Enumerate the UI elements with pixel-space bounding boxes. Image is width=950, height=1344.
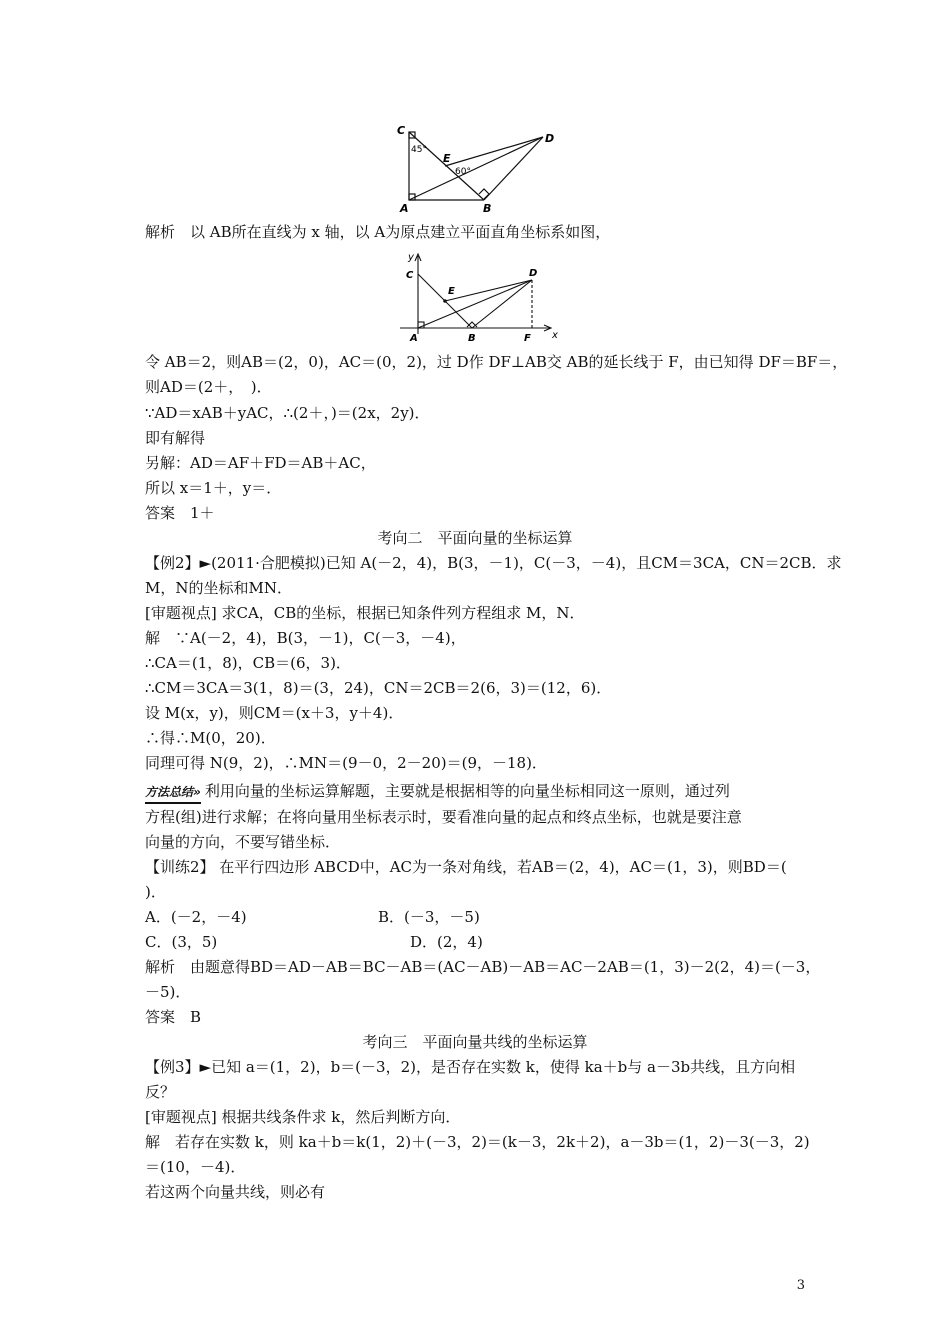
text-line: 【训练2】 在平行四边形 ABCD中，AC为一条对角线，若AB＝(2，4)，AC＝(1，3)，则BD＝( xyxy=(145,858,787,876)
seg-AD xyxy=(418,280,532,328)
text-line: 解析 由题意得BD＝AD－AB＝BC－AB＝(AC－AB)－AB＝AC－2AB＝(1，3)－2(2，4)＝(－3， xyxy=(145,958,821,976)
text-line: 解 ∵A(－2，4)，B(3，－1)，C(－3，－4)， xyxy=(145,629,466,647)
text-line: 答案 1＋ xyxy=(145,504,215,522)
method-summary-badge: 方法总结» xyxy=(145,782,201,804)
label-B: B xyxy=(483,202,492,214)
text-line: ∵AD＝xAB＋yAC，∴(2＋，)＝(2x，2y)． xyxy=(145,404,430,422)
text-line: ＝(10，－4)． xyxy=(145,1158,246,1176)
text-line: M，N的坐标和MN． xyxy=(145,579,292,597)
option-C: C．(3，5) xyxy=(145,933,218,951)
text-line: [审题视点] 求CA，CB的坐标，根据已知条件列方程组求 M，N． xyxy=(145,604,585,622)
text-line: 同理可得 N(9，2)，∴MN＝(9－0，2－20)＝(9，－18)． xyxy=(145,754,547,772)
label-E: E xyxy=(443,152,451,165)
text-line: 另解：AD＝AF＋FD＝AB＋AC， xyxy=(145,454,376,472)
label-C: C xyxy=(406,270,414,281)
text-line: 向量的方向，不要写错坐标． xyxy=(145,833,341,851)
label-E: E xyxy=(448,286,455,297)
label-x: x xyxy=(552,330,558,341)
label-C: C xyxy=(397,124,406,137)
text-line: )． xyxy=(145,883,166,901)
label-D: D xyxy=(529,268,538,279)
text-line: 【例2】►(2011·合肥模拟)已知 A(－2，4)，B(3，－1)，C(－3，－4)，且CM＝3CA，CN＝2CB．求 xyxy=(145,554,842,572)
text-line: 解 若存在实数 k，则 ka＋b＝k(1，2)＋(－3，2)＝(k－3，2k＋2)，a－3b＝(1，2)－3(－3，2) xyxy=(145,1133,810,1151)
text-line: 方程(组)进行求解；在将向量用坐标表示时，要看准向量的起点和终点坐标，也就是要注意 xyxy=(145,808,742,826)
text-line: 设 M(x，y)，则CM＝(x＋3，y＋4)． xyxy=(145,704,404,722)
text-line: ∴CA＝(1，8)，CB＝(6，3)． xyxy=(145,654,351,672)
text-line: 解析 以 AB所在直线为 x 轴，以 A为原点建立平面直角坐标系如图， xyxy=(145,223,611,241)
point-E xyxy=(443,299,447,303)
method-summary-line xyxy=(145,781,730,804)
label-angle45: 45° xyxy=(411,145,427,155)
text-line: 则AD＝(2＋， )． xyxy=(145,378,272,396)
label-A: A xyxy=(400,202,409,214)
text-line: 所以 x＝1＋，y＝． xyxy=(145,479,282,497)
page-number: 3 xyxy=(796,1278,805,1293)
text-span: 利用向量的坐标运算解题，主要就是根据相等的向量坐标相同这一原则，通过列 xyxy=(204,782,730,800)
text-line: [审题视点] 根据共线条件求 k，然后判断方向． xyxy=(145,1108,461,1126)
figure-coordinate xyxy=(392,248,562,346)
text-line: ∴CM＝3CA＝3(1，8)＝(3，24)，CN＝2CB＝2(6，3)＝(12，6)． xyxy=(145,679,612,697)
label-angle60: 60° xyxy=(455,167,471,177)
option-B: B．(－3，－5) xyxy=(378,908,480,926)
text-line: 若这两个向量共线，则必有 xyxy=(145,1183,326,1201)
text-line: 答案 B xyxy=(145,1008,202,1026)
text-line: 即有解得 xyxy=(145,429,206,447)
seg-AD xyxy=(409,137,543,200)
section-heading-3: 考向三 平面向量共线的坐标运算 xyxy=(362,1033,588,1051)
text-line: 反？ xyxy=(145,1083,176,1101)
label-F: F xyxy=(524,333,531,344)
seg-ED xyxy=(445,137,543,166)
text-line: ∴得∴M(0，20)． xyxy=(145,729,276,747)
option-D: D．(2，4) xyxy=(410,933,483,951)
option-A: A．(－2，－4) xyxy=(145,908,247,926)
seg-BD xyxy=(484,137,543,200)
figure-triangles xyxy=(395,122,565,214)
label-D: D xyxy=(545,132,555,145)
text-line: －5)． xyxy=(145,983,191,1001)
text-line: 令 AB＝2，则AB＝(2，0)，AC＝(0，2)，过 D作 DF⊥AB交 AB的延长线于 F，由已知得 DF＝BF＝， xyxy=(145,353,848,371)
label-A: A xyxy=(410,333,418,344)
label-B: B xyxy=(468,333,476,344)
section-heading-2: 考向二 平面向量的坐标运算 xyxy=(377,529,573,547)
text-line: 【例3】►已知 a＝(1，2)，b＝(－3，2)，是否存在实数 k，使得 ka＋b与 a－3b共线，且方向相 xyxy=(145,1058,796,1076)
label-y: y xyxy=(408,252,414,263)
